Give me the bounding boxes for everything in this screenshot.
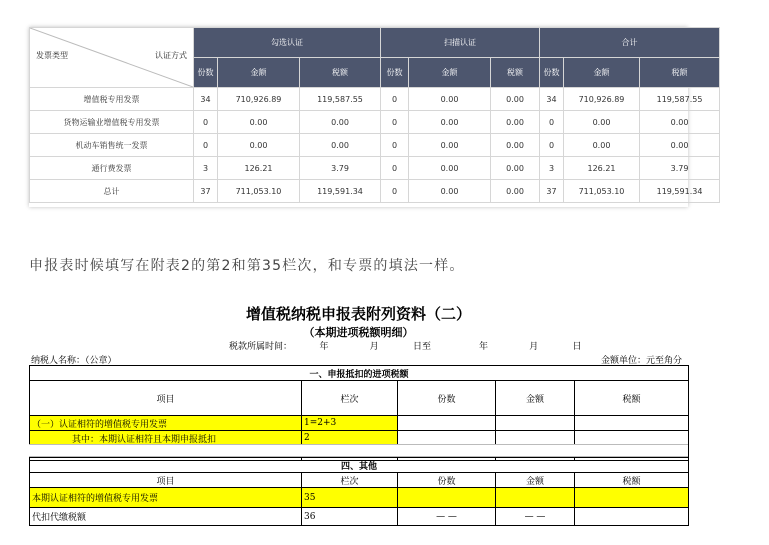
count-cell: 34 [194, 88, 218, 111]
col-header-tax: 税额 [575, 381, 689, 416]
subhead-amount: 金额 [564, 58, 640, 88]
tax-cell: 0.00 [640, 134, 720, 157]
payer-name-label: 纳税人名称：（公章） [31, 356, 117, 366]
row-tax-cell[interactable] [575, 416, 689, 431]
amount-cell: 710,926.89 [218, 88, 300, 111]
invoice-type-cell: 增值税专用发票 [30, 88, 194, 111]
count-cell: 3 [540, 157, 564, 180]
amount-cell: 711,053.10 [218, 180, 300, 203]
col-header-item: 项目 [30, 381, 302, 416]
corner-label-auth: 认证方式 [155, 51, 187, 60]
row-line-number: 1=2+3 [302, 416, 398, 431]
count-cell: 0 [381, 111, 409, 134]
header-corner-cell [30, 28, 194, 88]
tax-cell: 119,587.55 [300, 88, 381, 111]
tax-cell: 0.00 [491, 157, 540, 180]
invoice-type-cell: 总计 [30, 180, 194, 203]
tax-cell: 3.79 [640, 157, 720, 180]
subhead-count: 份数 [194, 58, 218, 88]
period-year: 年 [319, 342, 329, 352]
tax-cell: 0.00 [300, 134, 381, 157]
amount-cell: 126.21 [218, 157, 300, 180]
form-title: 增值税纳税申报表附列资料（二） [245, 305, 471, 323]
col-header-count: 份数 [398, 381, 496, 416]
group-header-check: 勾选认证 [194, 28, 381, 58]
amount-cell: 711,053.10 [564, 180, 640, 203]
amount-cell: 0.00 [218, 134, 300, 157]
form-subtitle: （本期进项税额明细） [303, 326, 414, 339]
amount-cell: 710,926.89 [564, 88, 640, 111]
amount-cell: 0.00 [409, 157, 491, 180]
row-count-cell: — — [398, 508, 496, 526]
amount-cell: 0.00 [409, 88, 491, 111]
col-header-amount: 金额 [496, 381, 575, 416]
section1-header: 一、申报抵扣的进项税额 [30, 366, 689, 381]
count-cell: 0 [194, 134, 218, 157]
count-cell: 0 [381, 134, 409, 157]
row-item: 本期认证相符的增值税专用发票 [30, 488, 302, 508]
group-header-total: 合计 [540, 28, 720, 58]
count-cell: 0 [540, 111, 564, 134]
amount-cell: 0.00 [218, 111, 300, 134]
amount-cell: 0.00 [409, 180, 491, 203]
count-cell: 0 [194, 111, 218, 134]
period-day-to: 日至 [412, 342, 431, 352]
period-month-end: 月 [529, 342, 539, 352]
col-header-line: 栏次 [302, 473, 398, 488]
col-header-count: 份数 [398, 473, 496, 488]
row-tax-cell[interactable] [575, 508, 689, 526]
col-header-amount: 金额 [496, 473, 575, 488]
amount-cell: 0.00 [409, 134, 491, 157]
row-amount-cell[interactable] [496, 416, 575, 431]
summary-row [30, 111, 720, 134]
tax-cell: 0.00 [491, 88, 540, 111]
tax-cell: 0.00 [491, 134, 540, 157]
section4-header: 四、其他 [30, 458, 689, 473]
col-header-line: 栏次 [302, 381, 398, 416]
tax-cell: 119,591.34 [300, 180, 381, 203]
subhead-count: 份数 [381, 58, 409, 88]
corner-label-type: 发票类型 [36, 51, 68, 60]
summary-row [30, 134, 720, 157]
row-tax-cell[interactable] [575, 488, 689, 508]
count-cell: 0 [381, 157, 409, 180]
summary-row [30, 180, 720, 203]
row-item: （一）认证相符的增值税专用发票 [30, 416, 302, 431]
count-cell: 37 [540, 180, 564, 203]
row-line-number: 2 [302, 431, 398, 446]
summary-table-body [30, 88, 720, 203]
period-label: 税款所属时间： [229, 342, 293, 352]
subhead-tax: 税额 [640, 58, 720, 88]
amount-cell: 0.00 [564, 134, 640, 157]
amount-cell: 0.00 [564, 111, 640, 134]
subhead-amount: 金额 [218, 58, 300, 88]
col-header-tax: 税额 [575, 473, 689, 488]
subhead-amount: 金额 [409, 58, 491, 88]
summary-row [30, 88, 720, 111]
subhead-tax: 税额 [300, 58, 381, 88]
count-cell: 0 [540, 134, 564, 157]
period-day-end: 日 [572, 342, 582, 352]
count-cell: 0 [381, 88, 409, 111]
invoice-type-cell: 机动车销售统一发票 [30, 134, 194, 157]
form-section4-table [29, 457, 689, 526]
explanation-text: 申报表时候填写在附表2的第2和第35栏次，和专票的填法一样。 [29, 258, 465, 274]
row-amount-cell[interactable] [496, 488, 575, 508]
invoice-type-cell: 通行费发票 [30, 157, 194, 180]
amount-cell: 126.21 [564, 157, 640, 180]
summary-table-card [29, 27, 703, 207]
subhead-count: 份数 [540, 58, 564, 88]
col-header-item: 项目 [30, 473, 302, 488]
tax-cell: 3.79 [300, 157, 381, 180]
row-amount-cell: — — [496, 508, 575, 526]
amount-unit-label: 金额单位：元至角分 [600, 356, 682, 366]
tax-form-sheet [29, 302, 688, 522]
summary-row [30, 157, 720, 180]
row-count-cell[interactable] [398, 488, 496, 508]
tax-cell: 0.00 [491, 111, 540, 134]
invoice-type-cell: 货物运输业增值税专用发票 [30, 111, 194, 134]
row-line-number: 36 [302, 508, 398, 526]
summary-table [29, 27, 720, 203]
row-line-number: 35 [302, 488, 398, 508]
count-cell: 34 [540, 88, 564, 111]
row-count-cell[interactable] [398, 416, 496, 431]
row-item: 代扣代缴税额 [30, 508, 302, 526]
amount-cell: 0.00 [409, 111, 491, 134]
period-month: 月 [369, 342, 379, 352]
row-item: 其中：本期认证相符且本期申报抵扣 [30, 431, 302, 446]
crop-edge-line [29, 444, 688, 445]
count-cell: 3 [194, 157, 218, 180]
tax-period [229, 339, 582, 352]
period-year-end: 年 [479, 342, 489, 352]
group-header-scan: 扫描认证 [381, 28, 540, 58]
tax-cell: 119,587.55 [640, 88, 720, 111]
count-cell: 37 [194, 180, 218, 203]
subhead-tax: 税额 [491, 58, 540, 88]
count-cell: 0 [381, 180, 409, 203]
tax-cell: 0.00 [300, 111, 381, 134]
tax-cell: 0.00 [491, 180, 540, 203]
tax-cell: 119,591.34 [640, 180, 720, 203]
tax-cell: 0.00 [640, 111, 720, 134]
